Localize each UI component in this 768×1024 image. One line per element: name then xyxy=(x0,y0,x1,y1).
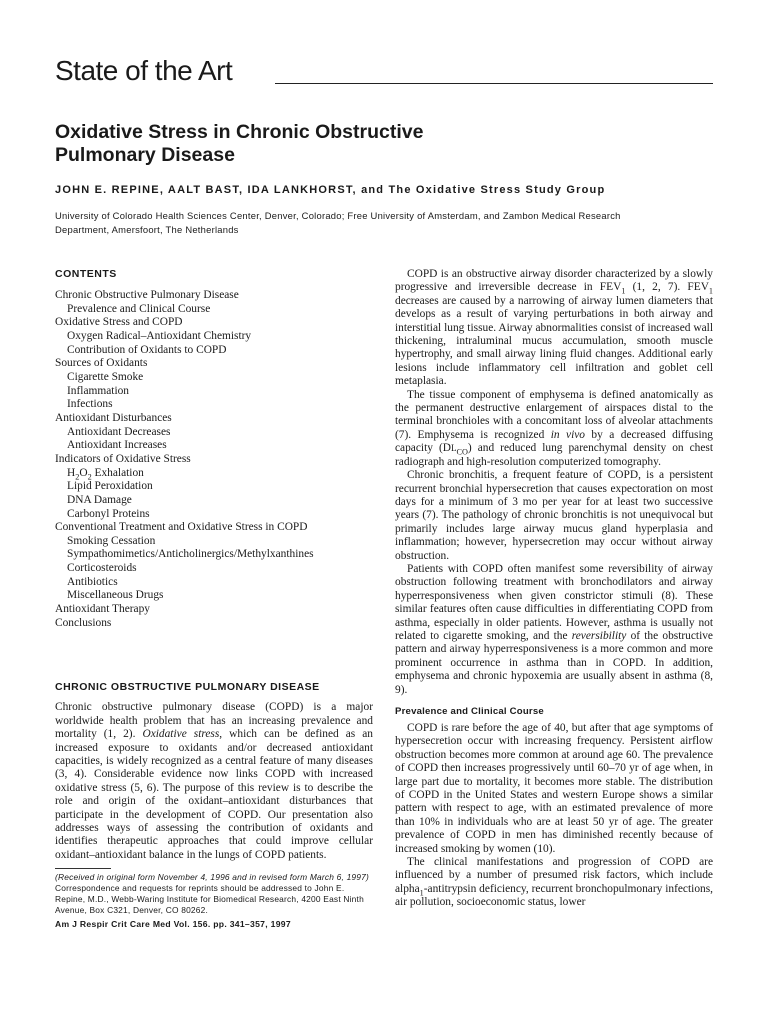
body-paragraph: COPD is rare before the age of 40, but after that age symptoms of hypersecretion occur with increasing frequency. Persistent airflow obstruction becomes more common at around age 60. The prevalence of COPD then increases progressively until 60–70 yr of age when, in large part due to mortality, it becomes more stable. The distribution of COPD in the United States and western Europe shows a similar pattern with respect to age, with an estimated prevalence of more than 10% in individuals who are at least 50 yr of age. The greater prevalence of COPD in men has diminished recently because of increased smoking by women (10). xyxy=(395,722,713,855)
toc-item: Antioxidant Disturbances xyxy=(55,411,172,424)
toc-item: Cigarette Smoke xyxy=(67,370,144,383)
right-column xyxy=(395,268,713,910)
journal-citation: Am J Respir Crit Care Med Vol. 156. pp. 341–357, 1997 xyxy=(55,919,291,930)
toc-item: Infections xyxy=(67,398,113,411)
body-paragraph: Chronic bronchitis, a frequent feature of COPD, is a persistent recurrent bronchial hypersecretion that causes expectoration on most days for a minimum of 3 mo per year for at least two successive years (7). The pathology of chronic bronchitis is not unequivocal but primarily includes large airway mucus gland hyperplasia and inflammation; however, hypersecretion may occur without airway obstruction. xyxy=(395,469,713,562)
received-date-note: (Received in original form November 4, 1996 and in revised form March 6, 1997) xyxy=(55,872,369,883)
toc-item: Conclusions xyxy=(55,616,112,629)
article-title xyxy=(55,121,575,167)
toc-item: Carbonyl Proteins xyxy=(67,507,150,520)
toc-item: Inflammation xyxy=(67,384,129,397)
toc-item: Antibiotics xyxy=(67,575,118,588)
affiliation-line: Department, Amersfoort, The Netherlands xyxy=(55,224,239,235)
toc-item: Sympathomimetics/Anticholinergics/Methylxanthines xyxy=(67,548,314,561)
toc-item: Antioxidant Increases xyxy=(67,439,167,452)
body-paragraph: The clinical manifestations and progression of COPD are influenced by a number of presumed risk factors, which include alpha$_1$-antitrypsin deficiency, recurrent bronchopulmonary infections, air pollution, socioeconomic status, lower xyxy=(395,856,713,909)
affiliation-line: University of Colorado Health Sciences Center, Denver, Colorado; Free University of Amsterdam, and Zambon Medical Research xyxy=(55,210,621,221)
toc-item: Prevalence and Clinical Course xyxy=(67,302,211,315)
section-rule xyxy=(275,83,713,84)
article-title-line: Pulmonary Disease xyxy=(55,144,235,166)
correspondence-note: Correspondence and requests for reprints should be addressed to John E. Repine, M.D., Webb-Waring Institute for Biomedical Research, 4200 East Ninth Avenue, Box C321, Denver, CO 80262. xyxy=(55,883,364,915)
section-header xyxy=(55,56,713,86)
toc-item: Antioxidant Decreases xyxy=(67,425,171,438)
body-paragraph: Patients with COPD often manifest some reversibility of airway obstruction following treatment with bronchodilators and airway hyperresponsiveness when given constrictor stimuli (8). These similar features often cause difficulties in differentiating COPD from asthma, especially in older patients. However, asthma is usually not related to cigarette smoking, and the reversibility of the obstructive pattern and airway hyperresponsiveness is a more common and more prominent occurrence in asthma than in COPD. In addition, emphysema and chronic hypoxemia are usually absent in asthma (8, 9). xyxy=(395,562,713,696)
section-heading: CHRONIC OBSTRUCTIVE PULMONARY DISEASE xyxy=(55,681,320,694)
affiliation xyxy=(55,209,735,237)
toc-item: Chronic Obstructive Pulmonary Disease xyxy=(55,289,239,301)
body-paragraph: Chronic obstructive pulmonary disease (COPD) is a major worldwide health problem that has an increasing prevalence and mortality (1, 2). Oxidative stress, which can be defined as an increased exposure to oxidants and/or decreased antioxidant capacities, is widely recognized as a central feature of many diseases (3, 4). Considerable evidence now links COPD with increased oxidative stress (5, 6). The purpose of this review is to describe the role and origin of the oxidant–antioxidant disturbances that participate in the development of COPD. Our presentation also addresses ways of assessing the contribution of oxidants and identifies therapeutic approaches that could improve cellular oxidant–antioxidant balance in the lungs of COPD patients. xyxy=(55,701,373,861)
toc-item: Contribution of Oxidants to COPD xyxy=(67,343,227,356)
footnote-rule xyxy=(55,868,111,869)
dlco-text: by a decreased diffusing capacity $(DL_{CO})$ and reduced lung parenchymal density on chest radiograph and high-resolution computerized tomography. xyxy=(395,428,713,468)
toc-item: Oxidative Stress and COPD xyxy=(55,316,183,329)
section-title: State of the Art xyxy=(55,55,233,86)
subsection-heading: Prevalence and Clinical Course xyxy=(395,706,544,717)
toc-item: Lipid Peroxidation xyxy=(67,480,153,493)
toc-item: DNA Damage xyxy=(67,493,132,506)
toc-item: Oxygen Radical–Antioxidant Chemistry xyxy=(67,329,252,342)
toc-item: Sources of Oxidants xyxy=(55,357,148,370)
toc-item: Smoking Cessation xyxy=(67,534,156,547)
toc-item: Antioxidant Therapy xyxy=(55,603,151,616)
toc-item: Indicators of Oxidative Stress xyxy=(55,452,191,465)
toc-item: Corticosteroids xyxy=(67,562,137,575)
article-title-line: Oxidative Stress in Chronic Obstructive xyxy=(55,121,424,143)
toc-item: Conventional Treatment and Oxidative Stress in COPD xyxy=(55,521,308,534)
body-paragraph: COPD is an obstructive airway disorder characterized by a slowly progressive and irreversible decrease in $FEV_1$ (1, 2, 7). $FEV_1$ decreases are caused by a narrowing of airway lumen diameters that develops as a result of varying perturbations in both airway and interstitial lung tissue. Airway abnormalities consist of increased wall thickening, intraluminal mucus accumulation, smooth muscle hypertrophy, and small airway lining fluid changes. Additional early lesions include inflammatory cell infiltration and goblet cell metaplasia. xyxy=(395,268,714,388)
left-column xyxy=(55,268,373,938)
body-paragraph: The tissue component of emphysema is defined anatomically as the permanent destructive enlargement of airspaces distal to the terminal bronchioles with a concomitant loss of alveolar attachments (7). Emphysema is recognized in vivo by a decreased diffusing capacity $(DL_{CO})$ and reduced lung parenchymal density on chest radiograph and high-resolution computerized tomography. xyxy=(395,388,713,468)
author-list: JOHN E. REPINE, AALT BAST, IDA LANKHORST, and The Oxidative Stress Study Group xyxy=(55,184,606,196)
table-of-contents xyxy=(55,289,373,630)
contents-heading: CONTENTS xyxy=(55,268,117,280)
toc-item: $H_2O_2$ Exhalation xyxy=(67,466,144,481)
toc-item: Miscellaneous Drugs xyxy=(67,589,164,602)
